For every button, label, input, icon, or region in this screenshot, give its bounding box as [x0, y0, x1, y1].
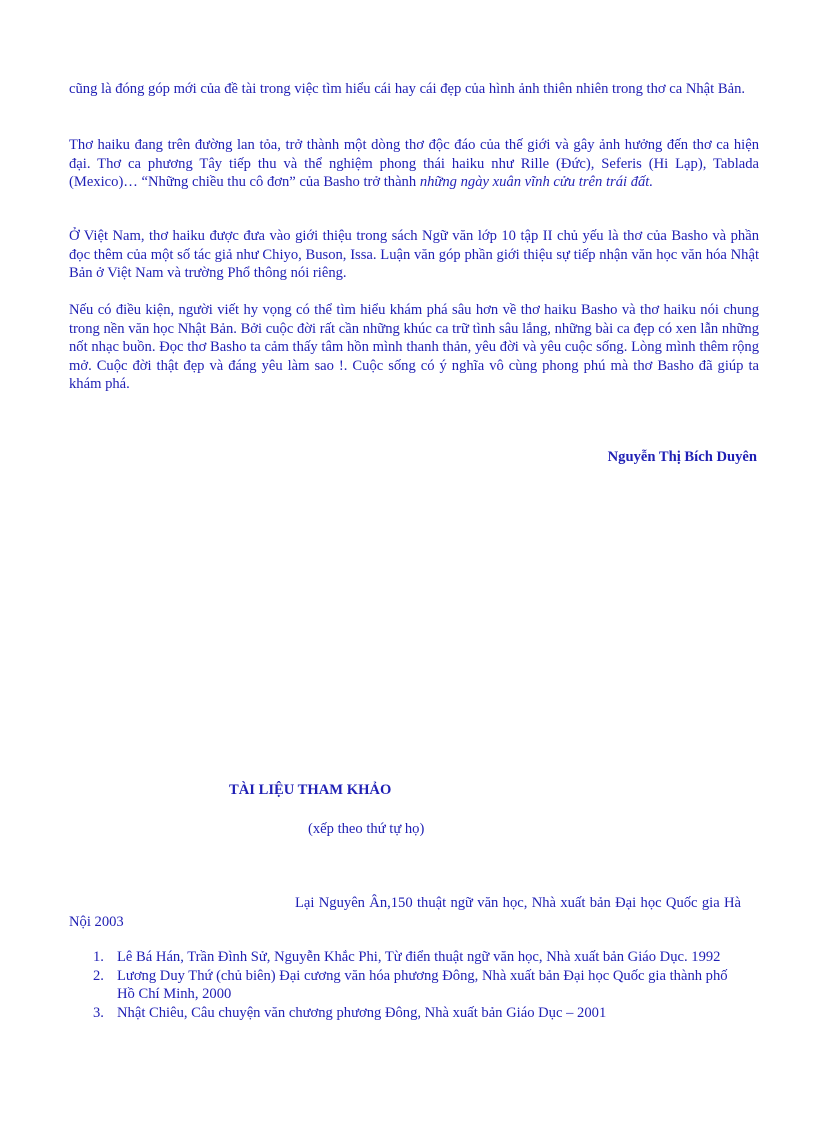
paragraph-contribution: cũng là đóng góp mới của đề tài trong việc tìm hiểu cái hay cái đẹp của hình ảnh thiên nhiên trong thơ ca Nhật Bản.	[69, 81, 746, 97]
reference-item	[93, 967, 743, 1004]
reference-item	[93, 1004, 743, 1023]
reference-number: 1.	[93, 949, 104, 965]
paragraph-haiku-spread	[69, 136, 759, 192]
paragraph-haiku-spread-text: Thơ haiku đang trên đường lan tỏa, trở thành một dòng thơ độc đáo của thế giới và gây ảnh hưởng đến thơ ca hiện đại. Thơ ca phương Tây tiếp thu và thể nghiệm phong thái haiku như Rille (Đức), Seferis (Hi Lạp), Tablada (Mexico)… “Những chiều thu cô đơn” của Basho trở thành	[69, 137, 759, 190]
reference-entry-first: Lại Nguyên Ân,150 thuật ngữ văn học, Nhà xuất bản Đại học Quốc gia Hà Nội 2003	[69, 895, 741, 930]
references-subtitle: (xếp theo thứ tự họ)	[308, 821, 425, 837]
paragraph-vietnam: Ở Việt Nam, thơ haiku được đưa vào giới thiệu trong sách Ngữ văn lớp 10 tập II chủ yếu là thơ của Basho và phần đọc thêm của một số tác giả như Chiyo, Buson, Issa. Luận văn góp phần giới thiệu sự tiếp nhận văn học văn hóa Nhật Bản ở Việt Nam và trường Phổ thông nói riêng.	[69, 228, 759, 281]
reference-number: 3.	[93, 1004, 104, 1021]
reference-text: Lương Duy Thứ (chủ biên) Đại cương văn hóa phương Đông, Nhà xuất bản Đại học Quốc gia thành phố Hồ Chí Minh, 2000	[117, 967, 728, 1002]
references-list	[93, 948, 743, 1022]
author-signature: Nguyễn Thị Bích Duyên	[607, 449, 757, 465]
reference-text: Lê Bá Hán, Trần Đình Sử, Nguyễn Khắc Phi, Từ điển thuật ngữ văn học, Nhà xuất bản Giáo Dục. 1992	[117, 949, 721, 965]
reference-text: Nhật Chiêu, Câu chuyện văn chương phương Đông, Nhà xuất bản Giáo Dục – 2001	[117, 1004, 607, 1021]
references-title: TÀI LIỆU THAM KHẢO	[229, 782, 392, 798]
reference-item	[93, 948, 743, 967]
paragraph-haiku-spread-italic: những ngày xuân vĩnh cửu trên trái đất.	[419, 174, 653, 190]
reference-number: 2.	[93, 967, 104, 984]
paragraph-conclusion: Nếu có điều kiện, người viết hy vọng có thể tìm hiểu khám phá sâu hơn về thơ haiku Basho và thơ haiku nói chung trong nền văn học Nhật Bản. Bởi cuộc đời rất cần những khúc ca trữ tình sâu lắng, những bài ca đẹp có xen lẫn những nốt nhạc buồn. Đọc thơ Basho ta cảm thấy tâm hồn mình thanh thản, yêu đời và yêu cuộc sống. Lòng mình thêm rộng mở. Cuộc đời thật đẹp và đáng yêu làm sao !. Cuộc sống có ý nghĩa vô cùng phong phú mà thơ Basho đã giúp ta khám phá.	[69, 302, 759, 392]
